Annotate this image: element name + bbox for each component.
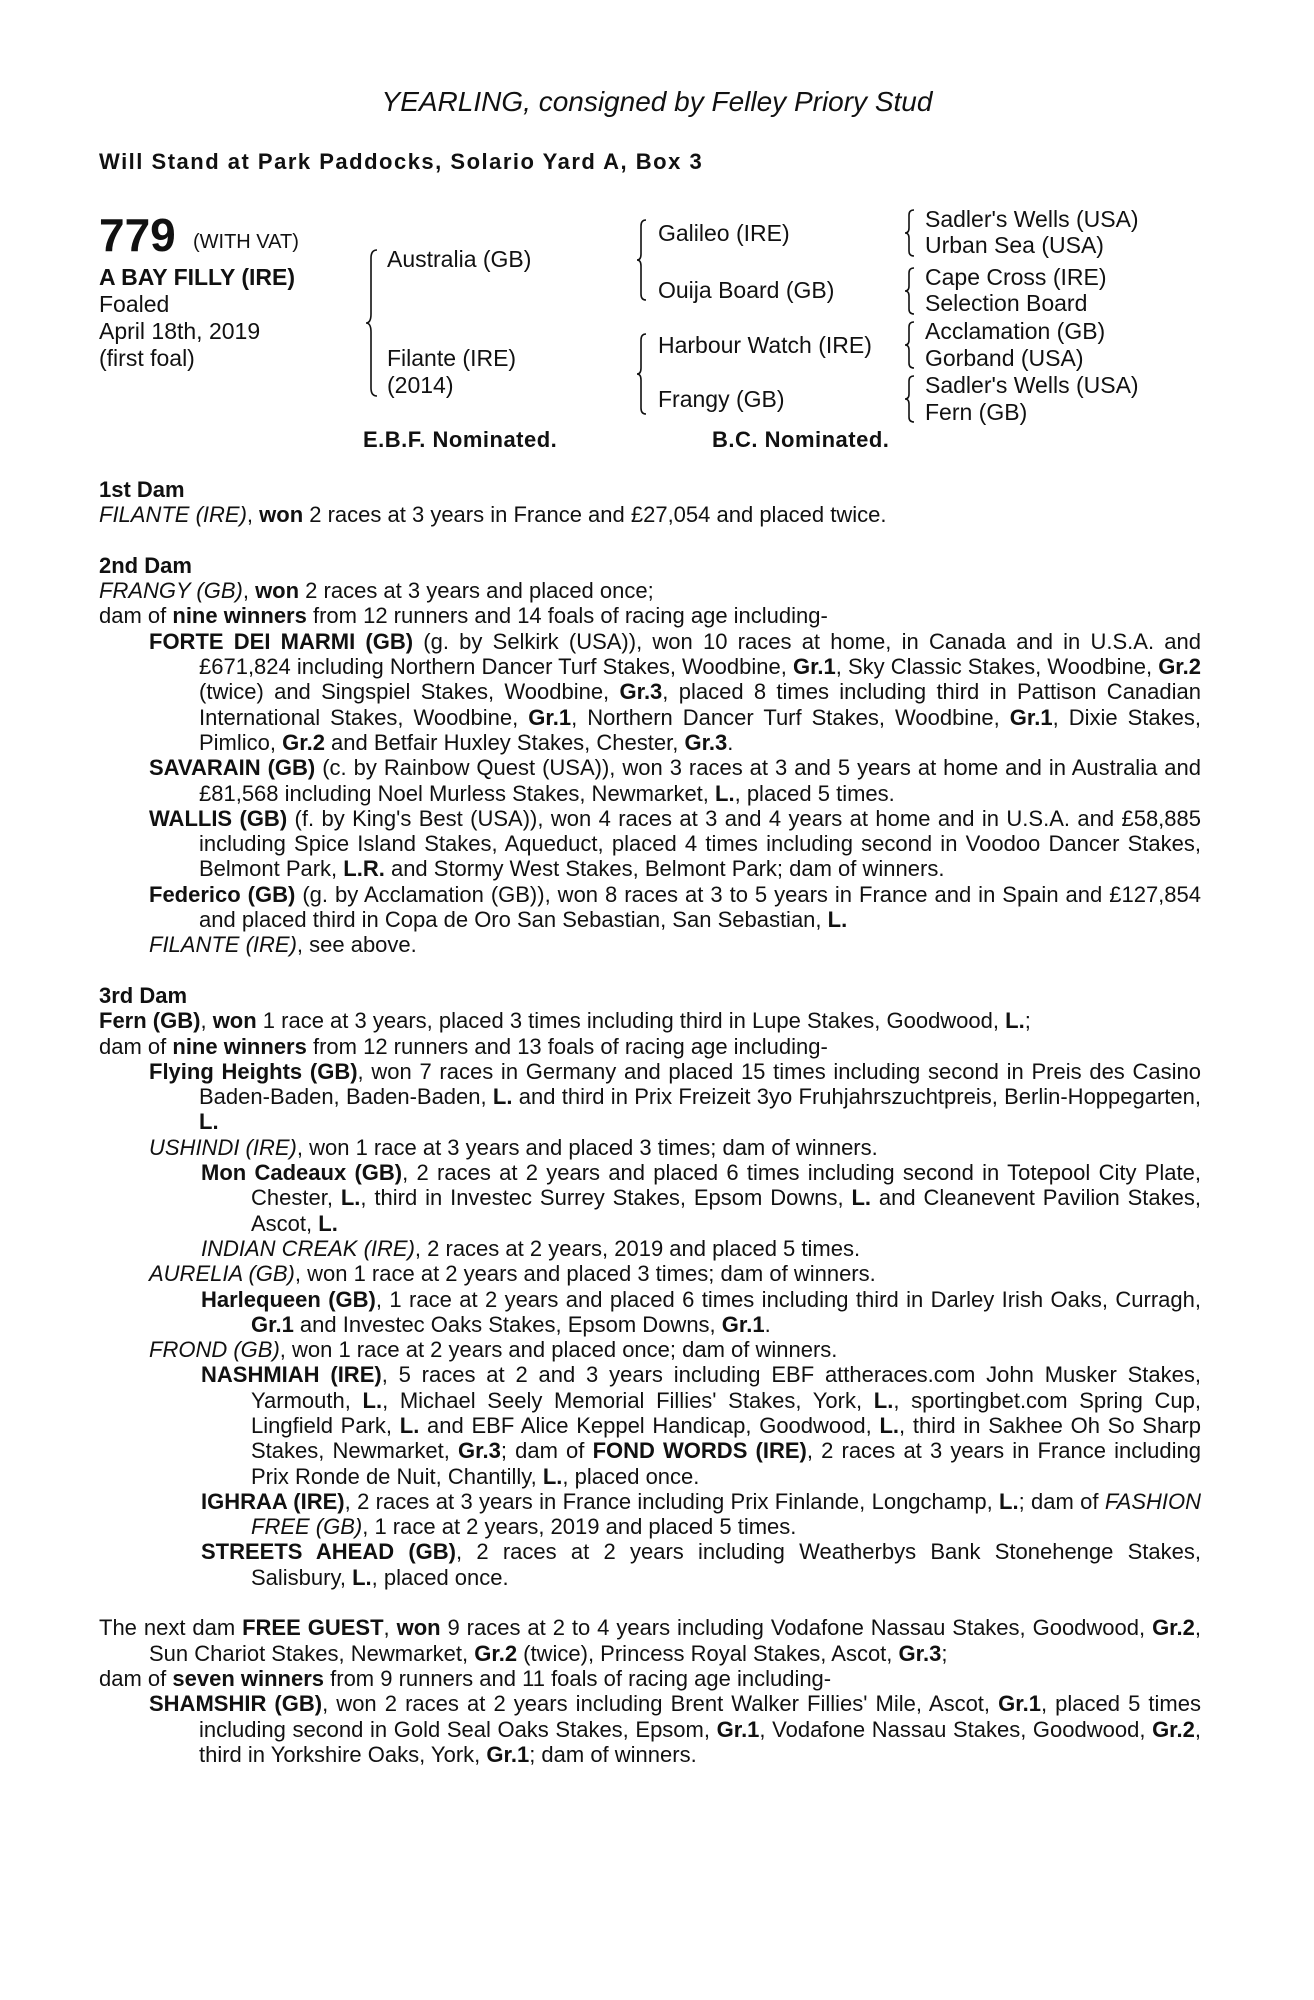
bold-text: L. <box>318 1210 338 1236</box>
gen3-ancestor: Cape Cross (IRE) <box>925 264 1107 290</box>
sire: Australia (GB) <box>387 246 532 272</box>
dam-section <box>99 983 1201 1590</box>
text: (twice) and Singspiel Stakes, Woodbine, <box>199 679 620 705</box>
text: , third in Yorkshire Oaks, York, <box>199 1716 1201 1767</box>
pedigree-brace-g3-1 <box>904 208 916 258</box>
text: . <box>764 1311 771 1337</box>
dam: Filante (IRE) <box>387 345 517 371</box>
text: , 2 races at 3 years in France including Prix Ronde de Nuit, Chantilly, <box>251 1438 1202 1489</box>
text: , <box>383 1615 397 1641</box>
text: , 2 races at 2 years, 2019 and placed 5 times. <box>414 1235 861 1261</box>
gen3-ancestor: Selection Board <box>925 290 1088 316</box>
gen3-ancestor: Gorband (USA) <box>925 345 1084 371</box>
produce-record <box>99 1539 1201 1590</box>
text: , third in Investec Surrey Stakes, Epsom Downs, <box>360 1185 852 1211</box>
dam-sire: Harbour Watch (IRE) <box>658 332 872 358</box>
produce-record <box>99 1362 1201 1488</box>
italic-text: FILANTE (IRE) <box>149 932 297 958</box>
text: and Investec Oaks Stakes, Epsom Downs, <box>293 1311 722 1337</box>
text: , placed 8 times including third in Pattison Canadian International Stakes, Woodbine, <box>199 679 1201 730</box>
italic-text: INDIAN CREAK (IRE) <box>201 1235 415 1261</box>
produce-record <box>99 1008 1201 1033</box>
section-heading: 2nd Dam <box>99 552 192 578</box>
text: , Sky Classic Stakes, Woodbine, <box>835 654 1159 680</box>
bold-text: L. <box>827 907 848 933</box>
bold-text: L. <box>715 780 735 806</box>
bold-text: IGHRAA (IRE) <box>201 1488 345 1514</box>
bold-text: L. <box>1005 1008 1025 1034</box>
produce-record <box>99 603 1201 628</box>
horse-name: A BAY FILLY (IRE) <box>99 264 295 290</box>
text: , 5 races at 2 and 3 years including EBF attheraces.com John Musker Stakes, Yarmouth, <box>251 1362 1201 1413</box>
text: , placed once. <box>562 1463 700 1489</box>
produce-record <box>99 1059 1201 1135</box>
produce-record <box>99 1666 1201 1691</box>
text: ; dam of <box>500 1438 593 1464</box>
text: (g. by Selkirk (USA)), won 10 races at home, in Canada and in U.S.A. and £671,824 including Northern Dancer Turf Stakes, Woodbine, <box>199 628 1201 680</box>
produce-record <box>99 502 1201 527</box>
text: (g. by Acclamation (GB)), won 8 races at 3 to 5 years in France and in Spain and £127,854 and placed third in Copa de Oro San Sebastian, San Sebastian, <box>199 881 1201 933</box>
dam-year: (2014) <box>387 372 454 398</box>
text: dam of <box>99 1665 173 1691</box>
ebf-nominated: E.B.F. Nominated. <box>363 427 558 452</box>
produce-record <box>99 1160 1201 1236</box>
bold-text: Gr.3 <box>684 729 728 755</box>
bold-text: L. <box>199 1109 219 1135</box>
text: , third in Sakhee Oh So Sharp Stakes, Newmarket, <box>251 1412 1201 1464</box>
bold-text: L. <box>399 1412 420 1438</box>
text: , see above. <box>296 932 417 958</box>
text: and third in Prix Freizeit 3yo Fruhjahrszuchtpreis, Berlin-Hoppegarten, <box>512 1084 1202 1110</box>
bold-text: Gr.1 <box>1009 704 1053 730</box>
bold-text: FREE GUEST <box>242 1615 384 1641</box>
text: 2 races at 3 years and placed once; <box>299 578 654 604</box>
bold-text: won <box>259 502 304 528</box>
bold-text: L.R. <box>343 856 385 882</box>
bold-text: Gr.1 <box>528 704 572 730</box>
sire-sire: Galileo (IRE) <box>658 220 790 246</box>
italic-text: FRANGY (GB) <box>99 578 243 604</box>
bold-text: Gr.1 <box>251 1311 294 1337</box>
dam-section <box>99 477 1201 528</box>
produce-record <box>99 1261 1201 1286</box>
pedigree-brace-g3-4 <box>904 374 916 424</box>
bold-text: Gr.1 <box>716 1716 760 1742</box>
bold-text: nine winners <box>172 603 307 629</box>
text: , won 1 race at 2 years and placed once; dam of winners. <box>279 1337 838 1363</box>
text: , Northern Dancer Turf Stakes, Woodbine, <box>571 704 1010 730</box>
bold-text: FORTE DEI MARMI (GB) <box>149 628 414 654</box>
text: (twice), Princess Royal Stakes, Ascot, <box>517 1640 899 1666</box>
text: 1 race at 3 years, placed 3 times including third in Lupe Stakes, Goodwood, <box>256 1008 1006 1034</box>
text: , 1 race at 2 years, 2019 and placed 5 times. <box>362 1514 797 1540</box>
italic-text: FILANTE (IRE) <box>99 502 247 528</box>
bold-text: L. <box>340 1185 361 1211</box>
bold-text: won <box>212 1008 257 1034</box>
bold-text: won <box>255 578 300 604</box>
bold-text: Gr.1 <box>998 1691 1041 1717</box>
gen3-ancestor: Urban Sea (USA) <box>925 232 1104 258</box>
produce-record <box>99 882 1201 933</box>
text: , placed once. <box>371 1564 509 1590</box>
bold-text: Flying Heights (GB) <box>149 1058 358 1084</box>
bold-text: Mon Cadeaux (GB) <box>201 1160 403 1186</box>
text: 2 races at 3 years in France and £27,054 and placed twice. <box>303 502 887 528</box>
text: and Betfair Huxley Stakes, Chester, <box>324 729 685 755</box>
catalogue-body <box>99 477 1201 1792</box>
bold-text: Gr.2 <box>474 1640 518 1666</box>
gen3-ancestor: Sadler's Wells (USA) <box>925 372 1139 398</box>
text: , won 1 race at 3 years and placed 3 times; dam of winners. <box>296 1134 878 1160</box>
text: and Stormy West Stakes, Belmont Park; dam of winners. <box>384 856 945 882</box>
text: from 12 runners and 13 foals of racing age including- <box>306 1033 828 1059</box>
produce-record <box>99 1135 1201 1160</box>
section-heading: 3rd Dam <box>99 982 188 1008</box>
bold-text: L. <box>492 1084 513 1110</box>
text: , 2 races at 3 years in France including Prix Finlande, Longchamp, <box>344 1488 1000 1514</box>
bold-text: L. <box>873 1387 894 1413</box>
bold-text: Gr.2 <box>1152 1716 1195 1742</box>
dam-dam: Frangy (GB) <box>658 386 785 412</box>
text: , 2 races at 2 years including Weatherbys Bank Stonehenge Stakes, Salisbury, <box>251 1539 1201 1590</box>
bold-text: L. <box>362 1387 383 1413</box>
bold-text: L. <box>542 1463 563 1489</box>
pedigree-brace-main <box>365 248 379 398</box>
bold-text: Gr.2 <box>1158 654 1201 680</box>
gen3-ancestor: Acclamation (GB) <box>925 318 1106 344</box>
bold-text: Gr.2 <box>282 729 325 755</box>
text: , <box>200 1008 213 1034</box>
text: ; dam of <box>1018 1488 1105 1514</box>
text: dam of <box>99 1033 173 1059</box>
text: , Dixie Stakes, Pimlico, <box>199 704 1202 755</box>
produce-record <box>99 1236 1201 1261</box>
text: , 2 races at 2 years and placed 6 times including second in Totepool City Plate, Chester, <box>251 1160 1201 1211</box>
bold-text: SAVARAIN (GB) <box>149 755 316 781</box>
produce-record <box>99 806 1201 882</box>
bold-text: Gr.3 <box>898 1640 942 1666</box>
produce-record <box>99 1691 1201 1767</box>
lot-number: 779 <box>99 209 176 261</box>
text: , won 7 races in Germany and placed 15 times including second in Preis des Casino Baden-Baden, Baden-Baden, <box>199 1058 1202 1110</box>
produce-record <box>99 1034 1201 1059</box>
text: , Sun Chariot Stakes, Newmarket, <box>149 1615 1201 1666</box>
text: , 1 race at 2 years and placed 6 times including third in Darley Irish Oaks, Curragh, <box>375 1286 1201 1312</box>
text: ; <box>1024 1008 1031 1034</box>
bold-text: L. <box>352 1564 372 1590</box>
text: ; <box>941 1640 948 1666</box>
produce-record <box>99 1337 1201 1362</box>
section-heading: 1st Dam <box>99 477 185 502</box>
produce-record <box>99 578 1201 603</box>
pedigree-brace-g3-3 <box>904 320 916 370</box>
bold-text: Gr.3 <box>458 1438 501 1464</box>
text: dam of <box>99 603 173 629</box>
italic-text: FASHION FREE (GB) <box>251 1488 1201 1540</box>
foal-note: (first foal) <box>99 345 195 371</box>
dam-section <box>99 553 1201 958</box>
bold-text: Gr.1 <box>486 1741 530 1767</box>
bold-text: L. <box>879 1412 900 1438</box>
bold-text: Fern (GB) <box>99 1008 201 1034</box>
produce-record <box>99 755 1201 806</box>
foaled-label: Foaled <box>99 291 170 317</box>
produce-record <box>99 1615 1201 1666</box>
pedigree-brace-dam <box>636 332 648 416</box>
dam-section <box>99 1615 1201 1767</box>
produce-record <box>99 629 1201 755</box>
bold-text: WALLIS (GB) <box>149 805 288 831</box>
bold-text: Harlequeen (GB) <box>201 1286 376 1312</box>
page-title: YEARLING, consigned by Felley Priory Stud <box>381 86 933 117</box>
text: , Vodafone Nassau Stakes, Goodwood, <box>759 1716 1153 1742</box>
vat-note: (WITH VAT) <box>193 231 299 253</box>
text: (f. by King's Best (USA)), won 4 races at 3 and 4 years at home and in U.S.A. and £58,885 including Spice Island Stakes, Aqueduct, placed 4 times including second in Voodoo Dancer Stakes, Belmont Park, <box>199 805 1201 882</box>
italic-text: USHINDI (IRE) <box>149 1134 297 1160</box>
sire-dam: Ouija Board (GB) <box>658 277 835 303</box>
text: from 12 runners and 14 foals of racing age including- <box>306 603 828 629</box>
italic-text: AURELIA (GB) <box>149 1261 295 1287</box>
text: 9 races at 2 to 4 years including Vodafone Nassau Stakes, Goodwood, <box>440 1615 1153 1641</box>
text: , sportingbet.com Spring Cup, Lingfield Park, <box>251 1387 1201 1438</box>
bold-text: SHAMSHIR (GB) <box>149 1691 323 1717</box>
bold-text: L. <box>851 1185 872 1211</box>
bold-text: Gr.1 <box>721 1311 765 1337</box>
stand-location: Will Stand at Park Paddocks, Solario Yard A, Box 3 <box>99 149 704 174</box>
text: , won 2 races at 2 years including Brent Walker Fillies' Mile, Ascot, <box>322 1691 999 1717</box>
bold-text: Federico (GB) <box>149 881 296 907</box>
bold-text: won <box>396 1615 441 1641</box>
text: and EBF Alice Keppel Handicap, Goodwood, <box>419 1412 880 1438</box>
italic-text: FROND (GB) <box>149 1337 280 1363</box>
text: , placed 5 times including second in Gold Seal Oaks Stakes, Epsom, <box>199 1691 1201 1742</box>
text: The next dam <box>99 1615 243 1641</box>
text: , placed 5 times. <box>734 780 895 806</box>
text: , <box>246 502 260 528</box>
bold-text: Gr.2 <box>1152 1615 1195 1641</box>
bold-text: FOND WORDS (IRE) <box>592 1438 807 1464</box>
bold-text: Gr.3 <box>619 679 663 705</box>
pedigree-brace-g3-2 <box>904 266 916 316</box>
text: , <box>242 578 256 604</box>
text: . <box>727 729 734 755</box>
text: , won 1 race at 2 years and placed 3 times; dam of winners. <box>294 1261 876 1287</box>
produce-record <box>99 1489 1201 1540</box>
pedigree-brace-sire <box>636 218 648 302</box>
bold-text: Gr.1 <box>792 654 836 680</box>
foaled-date: April 18th, 2019 <box>99 318 261 344</box>
gen3-ancestor: Fern (GB) <box>925 399 1028 425</box>
produce-record <box>99 932 1201 957</box>
text: , Michael Seely Memorial Fillies' Stakes, York, <box>382 1387 874 1413</box>
bold-text: seven winners <box>172 1665 325 1691</box>
bold-text: STREETS AHEAD (GB) <box>201 1539 457 1565</box>
bc-nominated: B.C. Nominated. <box>712 427 890 452</box>
bold-text: nine winners <box>172 1033 307 1059</box>
text: and Cleanevent Pavilion Stakes, Ascot, <box>251 1185 1202 1236</box>
text: ; dam of winners. <box>529 1741 697 1767</box>
text: (c. by Rainbow Quest (USA)), won 3 races at 3 and 5 years at home and in Australia and £81,568 including Noel Murless Stakes, Newmarket, <box>199 755 1201 806</box>
produce-record <box>99 1287 1201 1338</box>
bold-text: L. <box>999 1488 1019 1514</box>
gen3-ancestor: Sadler's Wells (USA) <box>925 206 1139 232</box>
bold-text: NASHMIAH (IRE) <box>201 1362 382 1388</box>
text: from 9 runners and 11 foals of racing age including- <box>324 1665 832 1691</box>
